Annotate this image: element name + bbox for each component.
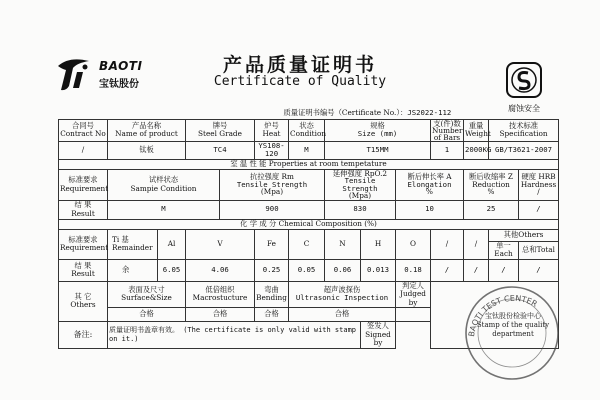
stamp-ring-text: BAOTI TEST CENTER [466,293,539,338]
header-contract: 合同号 Contract No [59,119,108,141]
chem-el-x1: / [431,229,464,259]
value-size: T15MM [325,141,431,159]
mech-result-label: 结 果 Result [59,200,108,219]
certificate-number [59,108,559,119]
chem-result-row [59,259,559,281]
header-label-row [59,119,559,141]
header-heat: 炉号 Heat [255,119,289,141]
value-product: 钛板 [108,141,186,159]
mech-value-rp: 830 [325,200,396,219]
safety-seal-icon [506,62,542,104]
value-heat: YS108-120 [255,141,289,159]
chem-section-title: 化 学 成 分 Chemical Composition (%) [59,219,559,229]
chem-value-n: 0.06 [325,259,361,281]
header-value-row [59,141,559,159]
chem-el-al: Al [158,229,186,259]
judged-by-label: 判定人 Judged by [396,281,431,308]
chem-value-o: 0.18 [396,259,431,281]
chem-base-value: 余 [108,259,158,281]
chem-el-h: H [361,229,396,259]
mech-value-rm: 900 [220,200,325,219]
stamp-caption [472,312,554,339]
cert-no-label: 质量证明书编号（Certificate No.）： [283,108,408,117]
remark-text: 质量证明书盖章有效。 (The certificate is only valid with stamp on it.) [108,322,361,349]
chem-others-header: 其他Others [489,229,559,241]
mech-col-z: 断后收缩率 Z Reduction % [464,169,519,200]
brand-name-cn: 宝钛股份 [99,79,139,90]
mech-col-rm: 抗拉强度 Rm Tensile Strength (Mpa) [220,169,325,200]
others-ultrasonic-value: 合格 [289,308,396,322]
others-surface: 表面及尺寸 Surface&Size [108,281,186,308]
value-condition: M [289,141,325,159]
mech-col-a: 断后伸长率 A Elongation % [396,169,464,200]
mech-sample-label: 试样状态 Sampie Condition [108,169,220,200]
mech-value-z: 25 [464,200,519,219]
remark-label: 备注: [59,322,108,349]
header-product: 产品名称 Name of product [108,119,186,141]
value-spec: GB/T3621-2007 [489,141,559,159]
header-bars: 支(件)数 Number of Bars [432,118,463,142]
chem-value-total: / [519,259,559,281]
signed-by-label: 签发人 Signed by [361,322,396,349]
others-macro: 低倍组织 Macrostucture [186,281,255,308]
header-grade: 牌号 Steel Grade [186,119,255,141]
seal-label: 腐蚀安全 [508,104,540,113]
chem-el-c: C [289,229,325,259]
chem-result-label: 结 果 Result [59,259,108,281]
value-contract: / [59,141,108,159]
cert-no-value: JS2022-112 [407,108,452,117]
header-condition: 状态 Condition [289,119,325,141]
header-weight: 重量 Weight [464,119,489,141]
chem-el-o: O [396,229,431,259]
judged-by-value [396,308,431,322]
mech-section-title: 室 温 性 能 Properties at room tempetature [59,159,559,169]
header-size: 规格 Size (mm) [325,119,431,141]
chem-value-c: 0.05 [289,259,325,281]
mech-requirement-row [59,169,559,200]
chem-el-n: N [325,229,361,259]
chem-value-v: 4.06 [186,259,255,281]
chem-value-al: 6.05 [158,259,186,281]
mech-req-label: 标准要求 Requirement [59,169,108,200]
title-chinese: 产品质量证明书 [222,54,377,76]
chem-base-label: Ti 基 Remainder [108,229,158,259]
mech-sample-value: M [108,200,220,219]
others-ultrasonic: 超声波探伤 Ultrasonic Inspection [289,281,396,308]
chem-value-x1: / [431,259,464,281]
chem-el-x2: / [464,229,489,259]
chem-el-fe: Fe [255,229,289,259]
mech-value-hrb: / [519,200,559,219]
chem-value-h: 0.013 [361,259,396,281]
title-english: Certificate of Quality [213,74,387,89]
others-bending: 弯曲 Bending [255,281,289,308]
stamp-cn: 宝钛股份检验中心 [485,312,541,320]
mech-result-row [59,200,559,219]
others-bending-value: 合格 [255,308,289,322]
chem-others-head-row [59,229,559,241]
chem-req-label: 标准要求 Requirement [59,229,108,259]
chem-el-v: V [186,229,255,259]
chem-value-x2: / [464,259,489,281]
mech-value-a: 10 [396,200,464,219]
others-surface-value: 合格 [108,308,186,322]
value-weight: 2000KG [464,141,489,159]
mech-col-rp: 延伸强度 RpO.2 Tensile Strength (Mpa) [325,169,396,200]
chem-others-each: 单一Each [489,241,519,259]
chem-others-total: 总和Total [519,241,559,259]
chem-value-fe: 0.25 [255,259,289,281]
brand-name-en: BAOTI [99,59,143,73]
header-spec: 技术标准 Specification [489,119,559,141]
others-macro-value: 合格 [186,308,255,322]
others-label: 其 它 Others [59,281,108,322]
value-bars: 1 [431,141,464,159]
stamp-text: Stamp of the quality department [476,321,550,338]
value-grade: TC4 [186,141,255,159]
chem-value-each: / [489,259,519,281]
mech-col-hrb: 硬度 HRB Hardness / [519,169,559,200]
